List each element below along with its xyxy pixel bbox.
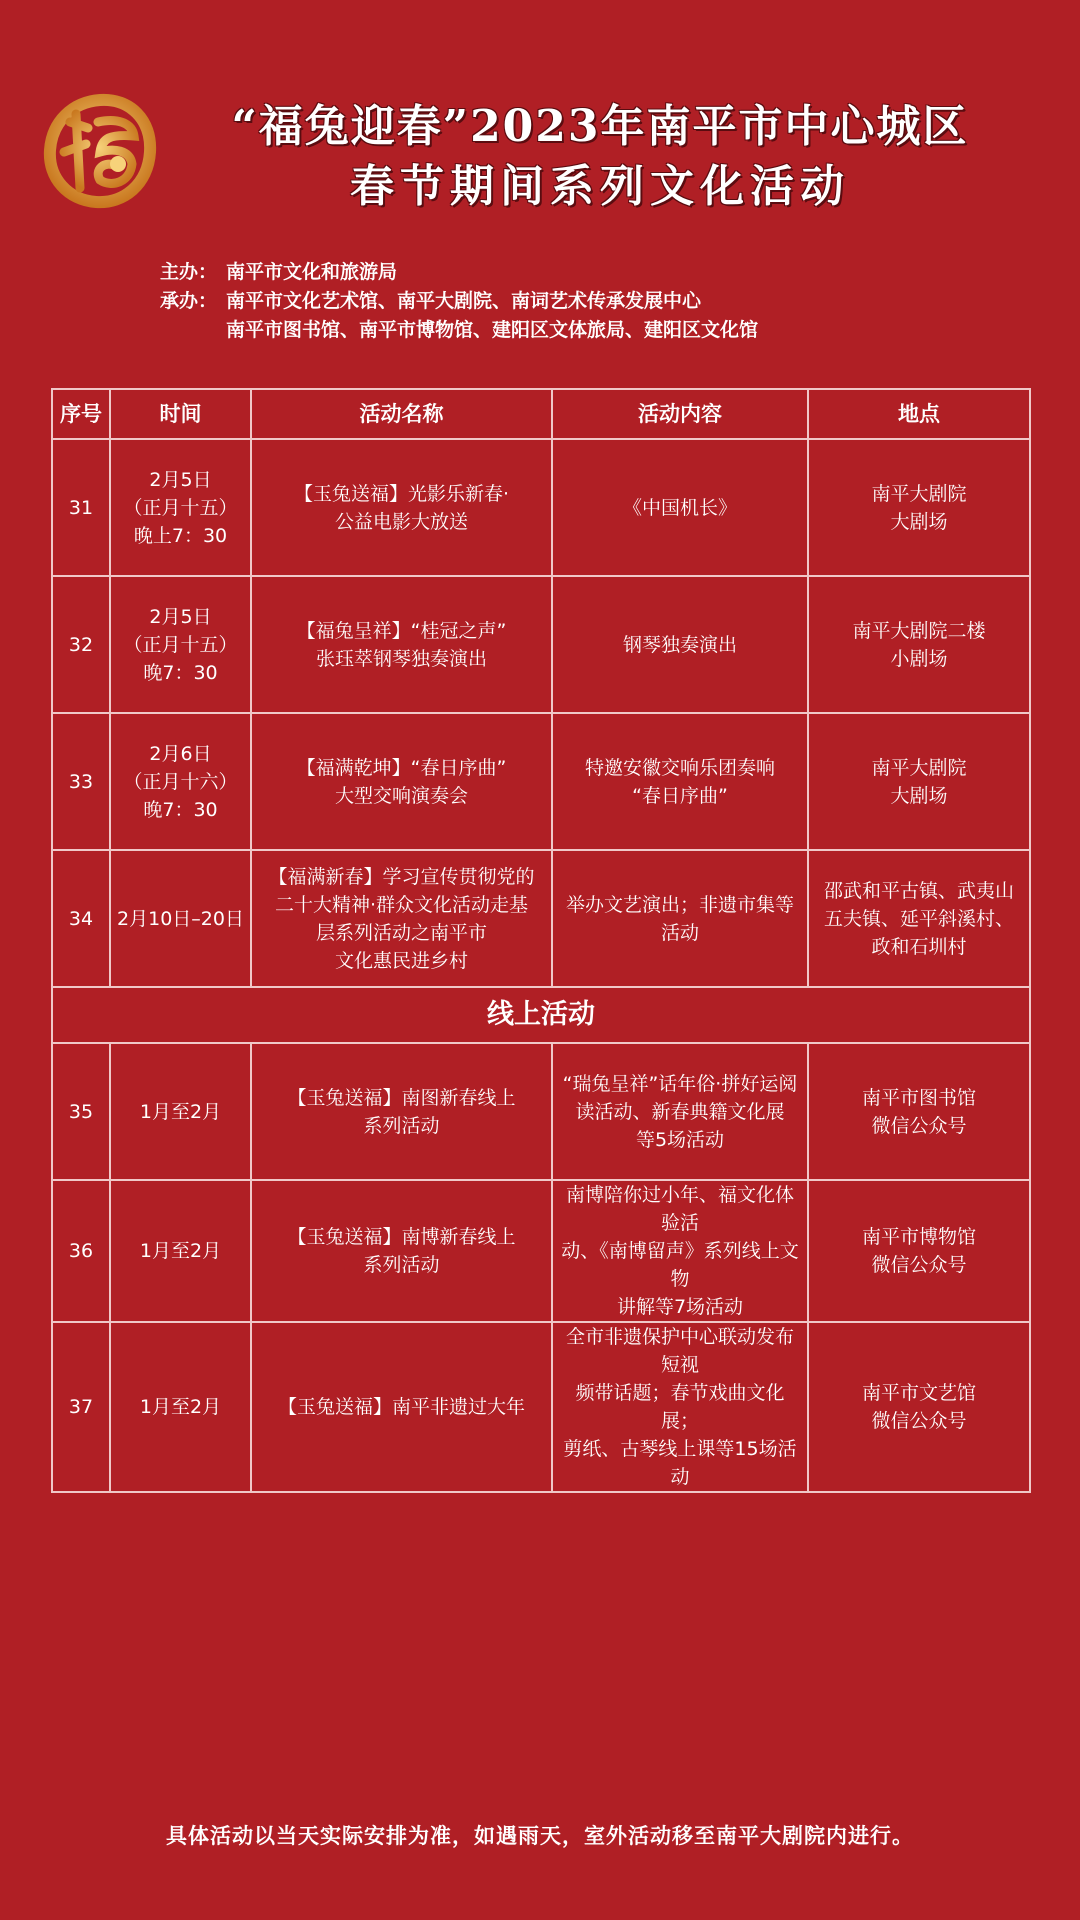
host-value: 南平市文化和旅游局 bbox=[226, 261, 398, 283]
place-cell-line: 南平市文艺馆 bbox=[861, 1382, 976, 1404]
place-cell-line: 政和石圳村 bbox=[871, 935, 967, 958]
activity-name-cell-line: 文化惠民进乡村 bbox=[334, 949, 468, 972]
title-line-1: “福兔迎春”2023年南平市中心城区 bbox=[231, 101, 969, 152]
activity-content-cell-line: “瑞兔呈祥”话年俗·拼好运阅 bbox=[562, 1072, 798, 1095]
place-cell-line: 微信公众号 bbox=[871, 1254, 967, 1276]
activity-content-cell-line: 特邀安徽交响乐团奏响 bbox=[584, 756, 775, 779]
activity-content-cell-line: 全市非遗保护中心联动发布短视 bbox=[565, 1326, 794, 1376]
place-cell bbox=[808, 1180, 1030, 1322]
table-row bbox=[52, 1043, 1030, 1180]
activity-content-cell bbox=[552, 1043, 808, 1180]
header-place: 地点 bbox=[808, 389, 1030, 439]
time-cell-line: 1月至2月 bbox=[139, 1396, 222, 1418]
time-cell-line: 2月10日–20日 bbox=[117, 907, 244, 930]
co-host-line-2: 南平市图书馆、南平市博物馆、建阳区文体旅局、建阳区文化馆 bbox=[226, 319, 759, 341]
activity-content-cell-line: “春日序曲” bbox=[632, 784, 728, 807]
activity-name-cell bbox=[251, 1043, 552, 1180]
table-row bbox=[52, 1322, 1030, 1492]
host-label: 主办： bbox=[160, 261, 218, 283]
place-cell bbox=[808, 713, 1030, 850]
place-cell bbox=[808, 1043, 1030, 1180]
activity-name-cell-line: 系列活动 bbox=[363, 1114, 440, 1137]
header-name: 活动名称 bbox=[251, 389, 552, 439]
activity-name-cell bbox=[251, 1180, 552, 1322]
activity-name-cell-line: 大型交响演奏会 bbox=[334, 784, 468, 807]
place-cell-line: 邵武和平古镇、武夷山 bbox=[823, 879, 1014, 902]
time-cell bbox=[110, 1322, 251, 1492]
table-row bbox=[52, 1180, 1030, 1322]
time-cell-line: （正月十五） bbox=[123, 496, 238, 519]
row-number: 36 bbox=[52, 1180, 110, 1322]
time-cell bbox=[110, 1180, 251, 1322]
activity-name-cell-line: 张珏萃钢琴独奏演出 bbox=[315, 647, 487, 670]
activity-content-cell bbox=[552, 576, 808, 713]
row-number: 35 bbox=[52, 1043, 110, 1180]
activity-content-cell-line: 等5场活动 bbox=[635, 1128, 725, 1151]
activity-name-cell bbox=[251, 1322, 552, 1492]
activity-content-cell-line: 举办文艺演出；非遗市集等 bbox=[565, 893, 794, 916]
activity-name-cell bbox=[251, 850, 552, 987]
place-cell bbox=[808, 576, 1030, 713]
activity-content-cell-line: 钢琴独奏演出 bbox=[622, 633, 737, 656]
table-row bbox=[52, 713, 1030, 850]
time-cell bbox=[110, 439, 251, 576]
time-cell-line: 晚7：30 bbox=[143, 798, 218, 821]
co-host-label: 承办： bbox=[160, 290, 218, 312]
row-number: 34 bbox=[52, 850, 110, 987]
table-header-row bbox=[52, 389, 1030, 439]
time-cell bbox=[110, 713, 251, 850]
place-cell-line: 南平大剧院二楼 bbox=[852, 619, 986, 642]
place-cell-line: 五夫镇、延平斜溪村、 bbox=[823, 907, 1014, 930]
online-section-row bbox=[52, 987, 1030, 1043]
footer-note: 具体活动以当天实际安排为准，如遇雨天，室外活动移至南平大剧院内进行。 bbox=[166, 1823, 914, 1848]
online-section-label: 线上活动 bbox=[52, 987, 1030, 1043]
row-number: 33 bbox=[52, 713, 110, 850]
activity-name-cell-line: 【玉兔送福】南博新春线上 bbox=[287, 1226, 516, 1248]
time-cell-line: 2月5日 bbox=[149, 605, 212, 628]
time-cell-line: （正月十六） bbox=[123, 770, 238, 793]
fu-character-icon bbox=[40, 92, 160, 210]
row-number: 31 bbox=[52, 439, 110, 576]
table-row bbox=[52, 576, 1030, 713]
place-cell-line: 南平大剧院 bbox=[871, 482, 967, 505]
time-cell bbox=[110, 850, 251, 987]
place-cell-line: 大剧场 bbox=[890, 510, 948, 533]
activity-name-cell bbox=[251, 713, 552, 850]
row-number: 37 bbox=[52, 1322, 110, 1492]
activity-content-cell bbox=[552, 850, 808, 987]
organizers bbox=[160, 258, 758, 345]
activity-content-cell-line: 频带话题；春节戏曲文化展； bbox=[575, 1382, 785, 1432]
place-cell-line: 小剧场 bbox=[890, 647, 948, 670]
title-line-2: 春节期间系列文化活动 bbox=[350, 161, 850, 212]
activity-name-cell-line: 【玉兔送福】南平非遗过大年 bbox=[277, 1396, 525, 1418]
place-cell-line: 微信公众号 bbox=[871, 1114, 967, 1137]
time-cell-line: 2月6日 bbox=[149, 742, 212, 765]
activity-content-cell bbox=[552, 439, 808, 576]
activity-name-cell bbox=[251, 576, 552, 713]
activity-name-cell-line: 系列活动 bbox=[363, 1254, 440, 1276]
activity-content-cell-line: 南博陪你过小年、福文化体验活 bbox=[565, 1184, 794, 1234]
activity-name-cell-line: 【玉兔送福】南图新春线上 bbox=[287, 1086, 516, 1109]
time-cell bbox=[110, 1043, 251, 1180]
activity-name-cell-line: 二十大精神·群众文化活动走基 bbox=[274, 893, 529, 916]
row-number: 32 bbox=[52, 576, 110, 713]
time-cell-line: 2月5日 bbox=[149, 468, 212, 491]
place-cell bbox=[808, 1322, 1030, 1492]
activity-name-cell-line: 【玉兔送福】光影乐新春· bbox=[293, 482, 510, 505]
activity-name-cell-line: 【福兔呈祥】“桂冠之声” bbox=[296, 619, 507, 642]
activity-content-cell bbox=[552, 1322, 808, 1492]
page-title bbox=[160, 98, 1040, 218]
activity-content-cell-line: 讲解等7场活动 bbox=[616, 1296, 744, 1318]
time-cell-line: （正月十五） bbox=[123, 633, 238, 656]
activity-content-cell-line: 剪纸、古琴线上课等15场活动 bbox=[563, 1438, 797, 1488]
schedule-table bbox=[51, 388, 1031, 1493]
time-cell-line: 晚7：30 bbox=[143, 661, 218, 684]
table-row bbox=[52, 439, 1030, 576]
time-cell-line: 晚上7：30 bbox=[133, 524, 228, 547]
place-cell-line: 南平大剧院 bbox=[871, 756, 967, 779]
activity-content-cell bbox=[552, 713, 808, 850]
activity-name-cell-line: 层系列活动之南平市 bbox=[315, 921, 487, 944]
activity-content-cell bbox=[552, 1180, 808, 1322]
header-content: 活动内容 bbox=[552, 389, 808, 439]
place-cell bbox=[808, 850, 1030, 987]
page-header bbox=[0, 0, 1080, 250]
co-host-line-1: 南平市文化艺术馆、南平大剧院、南词艺术传承发展中心 bbox=[226, 290, 702, 312]
header-no: 序号 bbox=[52, 389, 110, 439]
place-cell-line: 微信公众号 bbox=[871, 1410, 967, 1432]
place-cell-line: 南平市博物馆 bbox=[861, 1226, 976, 1248]
activity-name-cell-line: 【福满乾坤】“春日序曲” bbox=[296, 756, 507, 779]
activity-name-cell-line: 公益电影大放送 bbox=[334, 510, 468, 533]
table-row bbox=[52, 850, 1030, 987]
activity-content-cell-line: 读活动、新春典籍文化展 bbox=[575, 1100, 785, 1123]
activity-content-cell-line: 动、《南博留声》系列线上文物 bbox=[561, 1240, 799, 1290]
activity-name-cell-line: 【福满新春】学习宣传贯彻党的 bbox=[268, 865, 535, 888]
place-cell bbox=[808, 439, 1030, 576]
activity-content-cell-line: 活动 bbox=[660, 921, 699, 944]
time-cell-line: 1月至2月 bbox=[139, 1100, 222, 1123]
time-cell bbox=[110, 576, 251, 713]
time-cell-line: 1月至2月 bbox=[139, 1240, 222, 1262]
header-time: 时间 bbox=[110, 389, 251, 439]
place-cell-line: 大剧场 bbox=[890, 784, 948, 807]
place-cell-line: 南平市图书馆 bbox=[861, 1086, 976, 1109]
activity-content-cell-line: 《中国机长》 bbox=[622, 496, 737, 519]
activity-name-cell bbox=[251, 439, 552, 576]
